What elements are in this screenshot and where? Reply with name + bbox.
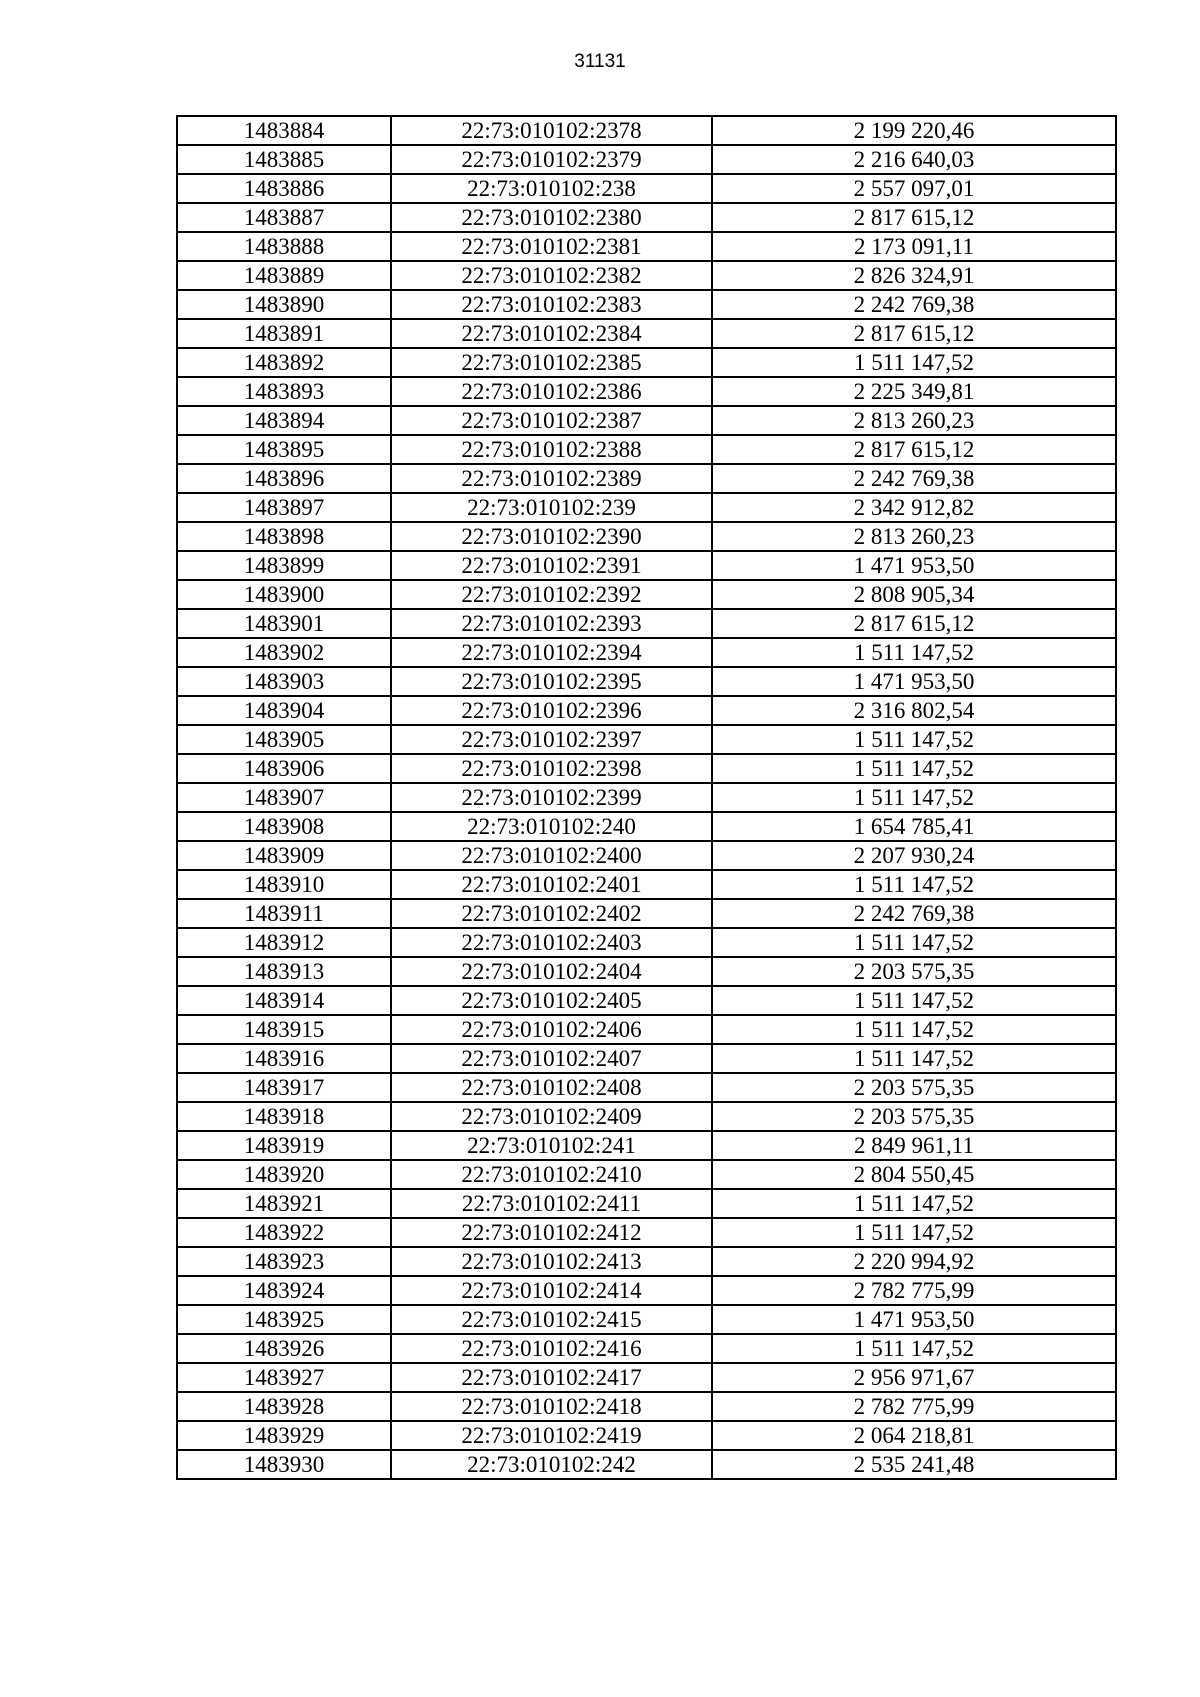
cadastral-number-cell: 22:73:010102:2396 xyxy=(391,696,712,725)
record-number-cell: 1483899 xyxy=(177,551,391,580)
cadastral-value-cell: 2 817 615,12 xyxy=(712,319,1116,348)
table-row xyxy=(177,1073,1116,1102)
table-row xyxy=(177,174,1116,203)
table-row xyxy=(177,580,1116,609)
record-number-cell: 1483900 xyxy=(177,580,391,609)
record-number-cell: 1483918 xyxy=(177,1102,391,1131)
record-number-cell: 1483927 xyxy=(177,1363,391,1392)
cadastral-value-cell: 2 817 615,12 xyxy=(712,435,1116,464)
record-number-cell: 1483901 xyxy=(177,609,391,638)
table-row xyxy=(177,522,1116,551)
cadastral-number-cell: 22:73:010102:238 xyxy=(391,174,712,203)
record-number-cell: 1483904 xyxy=(177,696,391,725)
cadastral-number-cell: 22:73:010102:240 xyxy=(391,812,712,841)
table-row xyxy=(177,725,1116,754)
record-number-cell: 1483887 xyxy=(177,203,391,232)
cadastral-value-cell: 1 511 147,52 xyxy=(712,725,1116,754)
table-row xyxy=(177,812,1116,841)
cadastral-number-cell: 22:73:010102:2406 xyxy=(391,1015,712,1044)
record-number-cell: 1483898 xyxy=(177,522,391,551)
table-row xyxy=(177,145,1116,174)
cadastral-number-cell: 22:73:010102:2410 xyxy=(391,1160,712,1189)
table-row xyxy=(177,667,1116,696)
table-row xyxy=(177,1131,1116,1160)
record-number-cell: 1483906 xyxy=(177,754,391,783)
table-row xyxy=(177,1421,1116,1450)
table-row xyxy=(177,1044,1116,1073)
table-row xyxy=(177,1102,1116,1131)
cadastral-value-cell: 1 511 147,52 xyxy=(712,1334,1116,1363)
record-number-cell: 1483923 xyxy=(177,1247,391,1276)
cadastral-value-cell: 2 207 930,24 xyxy=(712,841,1116,870)
cadastral-value-cell: 1 471 953,50 xyxy=(712,667,1116,696)
table-row xyxy=(177,899,1116,928)
cadastral-value-cell: 2 956 971,67 xyxy=(712,1363,1116,1392)
cadastral-number-cell: 22:73:010102:2405 xyxy=(391,986,712,1015)
record-number-cell: 1483903 xyxy=(177,667,391,696)
cadastral-value-cell: 1 511 147,52 xyxy=(712,870,1116,899)
record-number-cell: 1483907 xyxy=(177,783,391,812)
table-row xyxy=(177,377,1116,406)
cadastral-number-cell: 22:73:010102:2417 xyxy=(391,1363,712,1392)
record-number-cell: 1483910 xyxy=(177,870,391,899)
cadastral-number-cell: 22:73:010102:2401 xyxy=(391,870,712,899)
cadastral-number-cell: 22:73:010102:2382 xyxy=(391,261,712,290)
cadastral-number-cell: 22:73:010102:2419 xyxy=(391,1421,712,1450)
record-number-cell: 1483894 xyxy=(177,406,391,435)
cadastral-value-table xyxy=(176,115,1117,1480)
table-row xyxy=(177,783,1116,812)
cadastral-value-cell: 1 471 953,50 xyxy=(712,1305,1116,1334)
record-number-cell: 1483890 xyxy=(177,290,391,319)
record-number-cell: 1483925 xyxy=(177,1305,391,1334)
table-row xyxy=(177,493,1116,522)
table-row xyxy=(177,609,1116,638)
cadastral-number-cell: 22:73:010102:2400 xyxy=(391,841,712,870)
cadastral-value-cell: 2 173 091,11 xyxy=(712,232,1116,261)
cadastral-value-cell: 2 849 961,11 xyxy=(712,1131,1116,1160)
cadastral-number-cell: 22:73:010102:2403 xyxy=(391,928,712,957)
cadastral-value-cell: 2 225 349,81 xyxy=(712,377,1116,406)
record-number-cell: 1483889 xyxy=(177,261,391,290)
cadastral-number-cell: 22:73:010102:2389 xyxy=(391,464,712,493)
cadastral-value-cell: 2 813 260,23 xyxy=(712,406,1116,435)
table-body xyxy=(177,116,1116,1479)
cadastral-number-cell: 22:73:010102:2398 xyxy=(391,754,712,783)
table-row xyxy=(177,406,1116,435)
cadastral-value-cell: 2 316 802,54 xyxy=(712,696,1116,725)
cadastral-value-cell: 1 511 147,52 xyxy=(712,754,1116,783)
record-number-cell: 1483914 xyxy=(177,986,391,1015)
table-row xyxy=(177,116,1116,145)
record-number-cell: 1483929 xyxy=(177,1421,391,1450)
record-number-cell: 1483884 xyxy=(177,116,391,145)
table-row xyxy=(177,348,1116,377)
cadastral-number-cell: 22:73:010102:2390 xyxy=(391,522,712,551)
cadastral-number-cell: 22:73:010102:2402 xyxy=(391,899,712,928)
cadastral-number-cell: 22:73:010102:2380 xyxy=(391,203,712,232)
cadastral-number-cell: 22:73:010102:2393 xyxy=(391,609,712,638)
table-row xyxy=(177,754,1116,783)
cadastral-value-cell: 1 511 147,52 xyxy=(712,1044,1116,1073)
cadastral-value-cell: 2 782 775,99 xyxy=(712,1276,1116,1305)
cadastral-value-cell: 2 817 615,12 xyxy=(712,609,1116,638)
cadastral-number-cell: 22:73:010102:2388 xyxy=(391,435,712,464)
record-number-cell: 1483908 xyxy=(177,812,391,841)
record-number-cell: 1483911 xyxy=(177,899,391,928)
cadastral-value-cell: 2 557 097,01 xyxy=(712,174,1116,203)
cadastral-value-cell: 1 511 147,52 xyxy=(712,928,1116,957)
record-number-cell: 1483888 xyxy=(177,232,391,261)
cadastral-value-cell: 2 220 994,92 xyxy=(712,1247,1116,1276)
cadastral-number-cell: 22:73:010102:2384 xyxy=(391,319,712,348)
record-number-cell: 1483891 xyxy=(177,319,391,348)
cadastral-value-cell: 1 511 147,52 xyxy=(712,783,1116,812)
record-number-cell: 1483912 xyxy=(177,928,391,957)
table-row xyxy=(177,1305,1116,1334)
cadastral-value-cell: 2 342 912,82 xyxy=(712,493,1116,522)
table-row xyxy=(177,638,1116,667)
record-number-cell: 1483930 xyxy=(177,1450,391,1479)
record-number-cell: 1483905 xyxy=(177,725,391,754)
cadastral-number-cell: 22:73:010102:2395 xyxy=(391,667,712,696)
cadastral-value-cell: 2 242 769,38 xyxy=(712,899,1116,928)
cadastral-number-cell: 22:73:010102:2399 xyxy=(391,783,712,812)
cadastral-value-cell: 2 242 769,38 xyxy=(712,464,1116,493)
cadastral-value-cell: 1 511 147,52 xyxy=(712,1218,1116,1247)
record-number-cell: 1483917 xyxy=(177,1073,391,1102)
record-number-cell: 1483916 xyxy=(177,1044,391,1073)
cadastral-number-cell: 22:73:010102:2414 xyxy=(391,1276,712,1305)
cadastral-number-cell: 22:73:010102:2404 xyxy=(391,957,712,986)
cadastral-number-cell: 22:73:010102:2413 xyxy=(391,1247,712,1276)
record-number-cell: 1483896 xyxy=(177,464,391,493)
record-number-cell: 1483897 xyxy=(177,493,391,522)
record-number-cell: 1483924 xyxy=(177,1276,391,1305)
table-row xyxy=(177,1218,1116,1247)
table-row xyxy=(177,551,1116,580)
cadastral-value-cell: 1 511 147,52 xyxy=(712,348,1116,377)
cadastral-number-cell: 22:73:010102:241 xyxy=(391,1131,712,1160)
table-row xyxy=(177,261,1116,290)
table-row xyxy=(177,1189,1116,1218)
record-number-cell: 1483919 xyxy=(177,1131,391,1160)
cadastral-value-cell: 2 813 260,23 xyxy=(712,522,1116,551)
cadastral-number-cell: 22:73:010102:239 xyxy=(391,493,712,522)
table-row xyxy=(177,319,1116,348)
table-row xyxy=(177,232,1116,261)
cadastral-number-cell: 22:73:010102:2407 xyxy=(391,1044,712,1073)
cadastral-value-cell: 1 511 147,52 xyxy=(712,986,1116,1015)
page-number: 31131 xyxy=(574,51,626,72)
cadastral-value-cell: 2 804 550,45 xyxy=(712,1160,1116,1189)
record-number-cell: 1483926 xyxy=(177,1334,391,1363)
cadastral-number-cell: 22:73:010102:2416 xyxy=(391,1334,712,1363)
table-row xyxy=(177,464,1116,493)
table-row xyxy=(177,203,1116,232)
record-number-cell: 1483928 xyxy=(177,1392,391,1421)
cadastral-number-cell: 22:73:010102:2412 xyxy=(391,1218,712,1247)
cadastral-value-cell: 1 654 785,41 xyxy=(712,812,1116,841)
cadastral-number-cell: 22:73:010102:2392 xyxy=(391,580,712,609)
record-number-cell: 1483922 xyxy=(177,1218,391,1247)
cadastral-value-cell: 2 826 324,91 xyxy=(712,261,1116,290)
cadastral-value-cell: 2 216 640,03 xyxy=(712,145,1116,174)
table-row xyxy=(177,957,1116,986)
cadastral-number-cell: 22:73:010102:2409 xyxy=(391,1102,712,1131)
record-number-cell: 1483913 xyxy=(177,957,391,986)
cadastral-value-cell: 2 064 218,81 xyxy=(712,1421,1116,1450)
cadastral-value-cell: 1 511 147,52 xyxy=(712,638,1116,667)
cadastral-value-cell: 2 808 905,34 xyxy=(712,580,1116,609)
record-number-cell: 1483895 xyxy=(177,435,391,464)
record-number-cell: 1483886 xyxy=(177,174,391,203)
cadastral-number-cell: 22:73:010102:2386 xyxy=(391,377,712,406)
cadastral-number-cell: 22:73:010102:2383 xyxy=(391,290,712,319)
table-row xyxy=(177,1015,1116,1044)
cadastral-value-cell: 1 471 953,50 xyxy=(712,551,1116,580)
cadastral-value-cell: 1 511 147,52 xyxy=(712,1189,1116,1218)
record-number-cell: 1483902 xyxy=(177,638,391,667)
table-row xyxy=(177,696,1116,725)
cadastral-value-cell: 2 199 220,46 xyxy=(712,116,1116,145)
cadastral-number-cell: 22:73:010102:2379 xyxy=(391,145,712,174)
record-number-cell: 1483915 xyxy=(177,1015,391,1044)
cadastral-number-cell: 22:73:010102:242 xyxy=(391,1450,712,1479)
cadastral-value-cell: 2 535 241,48 xyxy=(712,1450,1116,1479)
cadastral-value-cell: 2 782 775,99 xyxy=(712,1392,1116,1421)
cadastral-value-cell: 1 511 147,52 xyxy=(712,1015,1116,1044)
cadastral-value-cell: 2 203 575,35 xyxy=(712,957,1116,986)
table-row xyxy=(177,1276,1116,1305)
table-row xyxy=(177,870,1116,899)
cadastral-number-cell: 22:73:010102:2387 xyxy=(391,406,712,435)
record-number-cell: 1483885 xyxy=(177,145,391,174)
table-row xyxy=(177,928,1116,957)
cadastral-value-cell: 2 203 575,35 xyxy=(712,1073,1116,1102)
table-row xyxy=(177,986,1116,1015)
record-number-cell: 1483892 xyxy=(177,348,391,377)
cadastral-value-cell: 2 817 615,12 xyxy=(712,203,1116,232)
cadastral-number-cell: 22:73:010102:2418 xyxy=(391,1392,712,1421)
cadastral-number-cell: 22:73:010102:2394 xyxy=(391,638,712,667)
table-row xyxy=(177,435,1116,464)
cadastral-number-cell: 22:73:010102:2391 xyxy=(391,551,712,580)
table-row xyxy=(177,1247,1116,1276)
cadastral-number-cell: 22:73:010102:2415 xyxy=(391,1305,712,1334)
cadastral-value-cell: 2 203 575,35 xyxy=(712,1102,1116,1131)
cadastral-number-cell: 22:73:010102:2408 xyxy=(391,1073,712,1102)
cadastral-number-cell: 22:73:010102:2381 xyxy=(391,232,712,261)
cadastral-number-cell: 22:73:010102:2378 xyxy=(391,116,712,145)
table-row xyxy=(177,1450,1116,1479)
record-number-cell: 1483921 xyxy=(177,1189,391,1218)
table-row xyxy=(177,841,1116,870)
record-number-cell: 1483909 xyxy=(177,841,391,870)
cadastral-value-cell: 2 242 769,38 xyxy=(712,290,1116,319)
table-row xyxy=(177,1392,1116,1421)
cadastral-number-cell: 22:73:010102:2397 xyxy=(391,725,712,754)
cadastral-number-cell: 22:73:010102:2411 xyxy=(391,1189,712,1218)
table-row xyxy=(177,1334,1116,1363)
cadastral-number-cell: 22:73:010102:2385 xyxy=(391,348,712,377)
table-row xyxy=(177,1160,1116,1189)
table-row xyxy=(177,1363,1116,1392)
record-number-cell: 1483920 xyxy=(177,1160,391,1189)
record-number-cell: 1483893 xyxy=(177,377,391,406)
table-row xyxy=(177,290,1116,319)
